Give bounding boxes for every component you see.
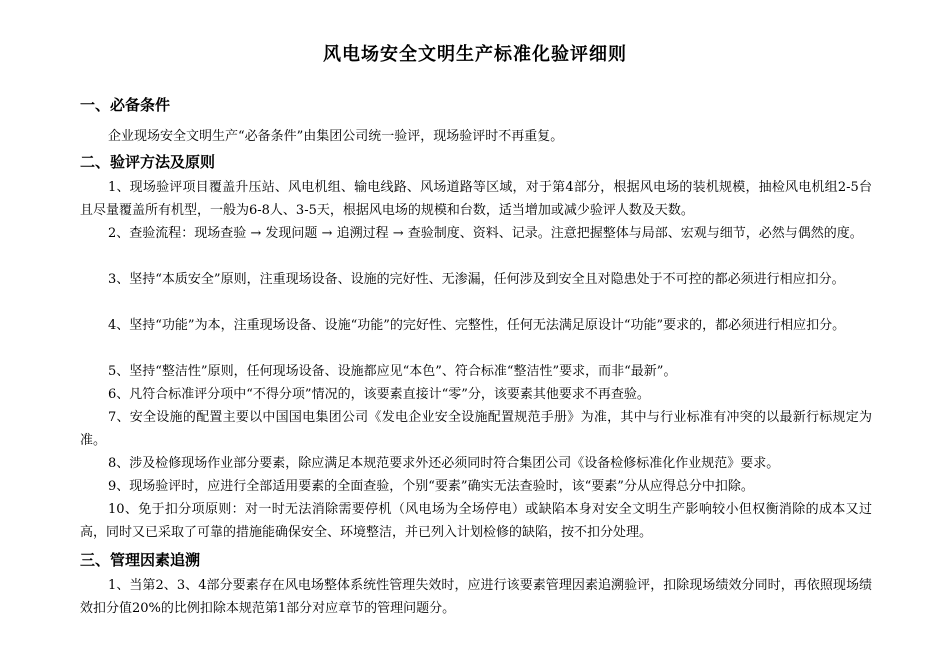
paragraph: 3、坚持“本质安全”原则，注重现场设备、设施的完好性、无渗漏，任何涉及到安全且对隐患处于不可控的都必须进行相应扣分。	[108, 272, 845, 287]
paragraph: 8、涉及检修现场作业部分要素，除应满足本规范要求外还必须同时符合集团公司《设备检修标准化作业规范》要求。	[108, 456, 780, 471]
paragraph: 企业现场安全文明生产“必备条件”由集团公司统一验评，现场验评时不再重复。	[108, 129, 564, 144]
paragraph: 7、安全设施的配置主要以中国国电集团公司《发电企业安全设施配置规范手册》为准，其中与行业标准有冲突的以最新行标规定为准。	[80, 410, 872, 448]
section-heading-prerequisites: 一、必备条件	[80, 96, 171, 114]
paragraph: 5、坚持“整洁性”原则，任何现场设备、设施都应见“本色”、符合标准“整洁性”要求，而非“最新”。	[108, 364, 677, 379]
paragraph: 10、免于扣分项原则：对一时无法消除需要停机（风电场为全场停电）或缺陷本身对安全文明生产影响较小但权衡消除的成本又过高，同时又已采取了可靠的措施能确保安全、环境整洁，并已列入计划检修的缺陷，按不扣分处理。	[80, 502, 872, 540]
section-heading-methods: 二、验评方法及原则	[80, 153, 216, 171]
paragraph: 6、凡符合标准评分项中“不得分项”情况的，该要素直接计“零”分，该要素其他要求不再查验。	[108, 387, 650, 402]
paragraph: 4、坚持“功能”为本，注重现场设备、设施“功能”的完好性、完整性，任何无法满足原设计“功能”要求的，都必须进行相应扣分。	[108, 318, 846, 333]
document-title: 风电场安全文明生产标准化验评细则	[323, 44, 627, 65]
paragraph: 1、现场验评项目覆盖升压站、风电机组、输电线路、风场道路等区域，对于第4部分，根据风电场的装机规模，抽检风电机组2-5台且尽量覆盖所有机型，一般为6-8人、3-5天，根据风电场的规模和台数，适当增加或减少验评人数及天数。	[80, 180, 872, 218]
paragraph: 9、现场验评时，应进行全部适用要素的全面查验，个别“要素”确实无法查验时，该“要素”分从应得总分中扣除。	[108, 479, 754, 494]
section-heading-management-tracing: 三、管理因素追溯	[80, 551, 201, 569]
paragraph: 1、当第2、3、4部分要素存在风电场整体系统性管理失效时，应进行该要素管理因素追溯验评，扣除现场绩效分同时，再依照现场绩效扣分值20%的比例扣除本规范第1部分对应章节的管理问题分。	[80, 578, 872, 616]
paragraph: 2、查验流程：现场查验 → 发现问题 → 追溯过程 → 查验制度、资料、记录。注意把握整体与局部、宏观与细节，必然与偶然的度。	[108, 226, 863, 241]
